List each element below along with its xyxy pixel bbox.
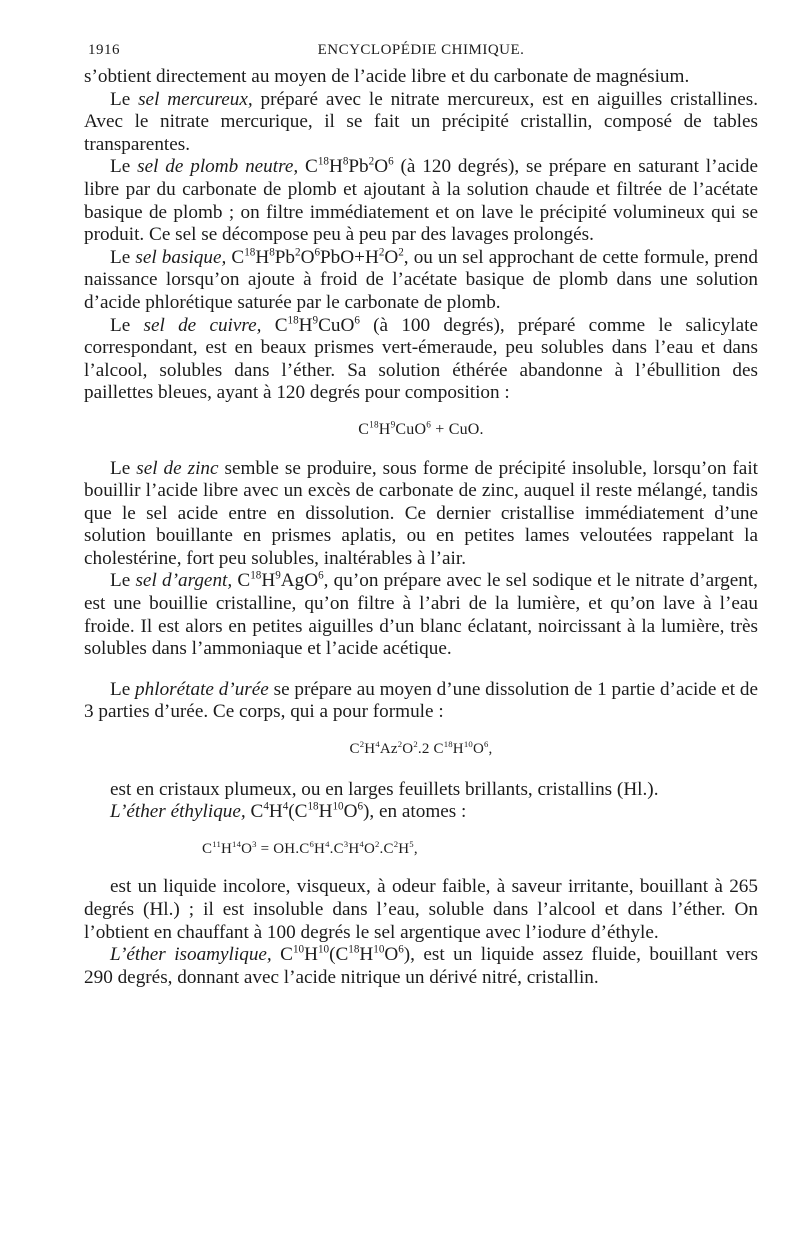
text-run: H xyxy=(255,246,270,268)
text-run: C xyxy=(202,840,213,857)
paragraph xyxy=(84,156,758,246)
text-run: + CuO. xyxy=(431,420,484,438)
page-number: 1916 xyxy=(88,42,120,58)
superscript: 9 xyxy=(275,570,281,583)
paragraph xyxy=(84,779,758,802)
paragraph xyxy=(84,679,758,724)
superscript: 8 xyxy=(342,155,349,168)
text-run: H xyxy=(328,156,343,178)
text-run: Le xyxy=(110,156,138,178)
text-run: (C xyxy=(288,801,308,823)
text-run: C xyxy=(358,420,370,438)
text-run: , xyxy=(413,840,418,857)
paragraph xyxy=(84,944,758,989)
superscript: 2 xyxy=(398,246,404,259)
text-run: H xyxy=(364,741,376,758)
superscript: 2 xyxy=(378,246,385,259)
superscript: 2 xyxy=(397,739,403,750)
superscript: 10 xyxy=(317,943,330,956)
superscript: 6 xyxy=(357,800,364,813)
paragraph xyxy=(84,66,758,89)
superscript: 9 xyxy=(312,314,319,327)
superscript: 6 xyxy=(483,739,489,750)
text-run: H xyxy=(348,840,360,857)
italic-term: sel de cuivre, xyxy=(143,314,262,336)
text-run: AgO xyxy=(280,570,319,592)
text-run: H xyxy=(318,801,333,823)
running-head xyxy=(84,38,758,66)
superscript: 18 xyxy=(307,800,319,813)
superscript: 18 xyxy=(244,246,256,259)
text-run: H xyxy=(359,944,374,966)
text-run: C xyxy=(271,944,293,966)
text-run: CuO xyxy=(395,420,427,438)
superscript: 2 xyxy=(295,246,301,259)
text-run: Le xyxy=(110,457,137,479)
superscript: 2 xyxy=(359,739,365,750)
superscript: 18 xyxy=(287,314,299,327)
paragraph xyxy=(84,247,758,315)
text-run: ), est un liquide assez fluide, bouillant vers 290 degrés, donnant avec l’acide nitrique un dérivé nitré, cristallin. xyxy=(84,944,758,988)
text-run: H xyxy=(398,840,410,857)
paragraph xyxy=(84,315,758,405)
text-run: Az xyxy=(379,741,398,758)
text-run: C xyxy=(261,314,288,336)
superscript: 4 xyxy=(282,800,289,813)
superscript: 6 xyxy=(309,838,315,849)
paragraph xyxy=(84,570,758,660)
text-run: O xyxy=(384,944,399,966)
text-run: (à 120 degrés), se prépare en saturant l’acide libre par du carbonate de plomb et ajoutant à la solution chaude et filtrée de l’acétate basique de plomb ; on filtre immédiatement et on lave le précipité volumineux qui se produit. Ce sel se décompose peu à peu par des lavages prolongés. xyxy=(84,156,758,246)
text-run: O xyxy=(472,741,484,758)
text-run: , xyxy=(488,741,493,758)
superscript: 18 xyxy=(317,155,329,168)
text-run: O xyxy=(241,840,253,857)
superscript: 6 xyxy=(314,246,320,259)
text-run: H xyxy=(378,420,391,438)
text-run: Le xyxy=(110,678,136,700)
text-run: O xyxy=(343,801,358,823)
running-title: ENCYCLOPÉDIE CHIMIQUE. xyxy=(317,42,525,58)
italic-term: sel de zinc xyxy=(136,457,219,479)
superscript: 18 xyxy=(250,570,262,583)
text-run: C xyxy=(232,570,251,592)
italic-term: phlorétate d’urée xyxy=(135,678,269,700)
text-run: C xyxy=(245,801,264,823)
text-run: H xyxy=(261,570,276,592)
paragraph xyxy=(84,801,758,824)
text-run: C xyxy=(298,156,318,178)
text-run: = OH.C xyxy=(256,840,310,857)
text-run: semble se produire, sous forme de précipité insoluble, lorsqu’on fait bouillir l’acide libre avec un excès de carbonate de zinc, auquel il reste mélangé, tandis que le sel acide entre en dissolution. Ce dernier cristallise immédiatement d’une solution bouillante en prismes aplatis, ou en petites lames veloutées rappelant la cholestérine, fort peu solubles, inaltérables à l’air. xyxy=(84,457,758,569)
superscript: 18 xyxy=(369,420,379,431)
superscript: 2 xyxy=(413,739,418,750)
text-run: Le xyxy=(110,88,139,110)
superscript: 10 xyxy=(292,943,305,956)
superscript: 6 xyxy=(426,420,432,431)
superscript: 6 xyxy=(354,314,360,327)
superscript: 14 xyxy=(232,838,242,849)
superscript: 10 xyxy=(373,943,385,956)
italic-term: L’éther éthylique, xyxy=(110,801,246,823)
superscript: 2 xyxy=(368,155,375,168)
text-run: Le xyxy=(110,246,136,268)
formula xyxy=(84,738,758,761)
text-run: O xyxy=(384,246,399,268)
text-run: préparé avec le nitrate mercureux, est en aiguilles cristallines. Avec le nitrate mercurique, il se fait un précipité cristallin, composé de tables transparentes. xyxy=(84,88,758,155)
text-run: est en cristaux plumeux, ou en larges feuillets brillants, cristallins (Hl.). xyxy=(110,778,659,800)
text-run: .C xyxy=(329,840,344,857)
text-run: Le xyxy=(110,570,136,592)
superscript: 10 xyxy=(463,739,473,750)
formula xyxy=(84,838,758,861)
superscript: 2 xyxy=(393,838,399,849)
text-run: est un liquide incolore, visqueux, à odeur faible, à saveur irritante, bouillant à 265 degrés (Hl.) ; il est insoluble dans l’eau, soluble dans l’alcool et dans l’éther. On l’obtient en chauffant à 100 degrés le sel argentique avec l’iodure d’éthyle. xyxy=(84,876,758,943)
text-run: , qu’on prépare avec le sel sodique et le nitrate d’argent, est une bouillie cristalline, qu’on filtre à l’abri de la lumière, et qu’on lave à l’eau froide. Il est alors en petites aiguilles d’un blanc éclatant, noircissant à la lumière, très solubles dans l’ammoniaque et l’acide acétique. xyxy=(84,570,758,660)
superscript: 8 xyxy=(269,246,275,259)
superscript: 5 xyxy=(409,838,414,849)
text-run: s’obtient directement au moyen de l’acide libre et du carbonate de magnésium. xyxy=(84,66,690,87)
text-run: H xyxy=(452,741,464,758)
formula xyxy=(84,419,758,442)
text-run: O xyxy=(374,156,389,178)
superscript: 4 xyxy=(263,800,269,813)
text-run: PbO+H xyxy=(320,246,379,268)
text-run: C xyxy=(349,741,360,758)
text-run: H xyxy=(298,314,313,336)
superscript: 3 xyxy=(343,838,349,849)
text-run: H xyxy=(220,840,233,857)
superscript: 6 xyxy=(318,570,324,583)
italic-term: sel de plomb neutre, xyxy=(137,156,299,178)
text-run: C xyxy=(226,246,245,268)
superscript: 9 xyxy=(390,420,396,431)
italic-term: L’éther isoamylique, xyxy=(110,944,272,966)
text-run: Pb xyxy=(274,246,296,268)
body-text xyxy=(84,66,758,989)
text-run: O xyxy=(300,246,315,268)
text-run: .2 C xyxy=(417,741,444,758)
text-run: Pb xyxy=(348,156,369,178)
italic-term: sel d’argent, xyxy=(135,570,233,592)
text-run: H xyxy=(314,840,326,857)
text-run: CuO xyxy=(318,314,355,336)
text-run: (à 100 degrés), préparé comme le salicylate correspondant, est en beaux prismes vert-émeraude, peu solubles dans l’eau et dans l’alcool, solubles dans l’éther. Sa solution éthérée abandonne à l’ébullition des paillettes bleues, ayant à 120 degrés pour composition : xyxy=(84,314,758,404)
superscript: 18 xyxy=(348,943,360,956)
text-run: O xyxy=(402,741,414,758)
text-run: , ou un sel approchant de cette formule, prend naissance lorsqu’on ajoute à froid de l’acétate basique de plomb dans une solution d’acide phlorétique saturée par le carbonate de plomb. xyxy=(84,246,758,313)
superscript: 2 xyxy=(374,838,380,849)
paragraph xyxy=(84,876,758,944)
superscript: 4 xyxy=(359,838,364,849)
superscript: 10 xyxy=(332,800,344,813)
superscript: 6 xyxy=(398,943,404,956)
text-run: O xyxy=(363,840,375,857)
text-run: se prépare au moyen d’une dissolution de 1 partie d’acide et de 3 parties d’urée. Ce corps, qui a pour formule : xyxy=(84,678,758,723)
italic-term: sel mercureux, xyxy=(138,88,253,110)
superscript: 18 xyxy=(443,739,453,750)
text-run: .C xyxy=(379,840,394,857)
text-run: H xyxy=(268,801,283,823)
text-run: (C xyxy=(329,944,349,966)
superscript: 3 xyxy=(252,838,257,849)
superscript: 4 xyxy=(325,838,330,849)
text-run: Le xyxy=(110,314,144,336)
superscript: 11 xyxy=(212,838,221,849)
text-run: ), en atomes : xyxy=(363,801,467,823)
text-run: H xyxy=(304,944,318,966)
paragraph xyxy=(84,89,758,157)
superscript: 4 xyxy=(375,739,380,750)
superscript: 6 xyxy=(388,155,394,168)
italic-term: sel basique, xyxy=(135,246,227,268)
paragraph xyxy=(84,458,758,571)
